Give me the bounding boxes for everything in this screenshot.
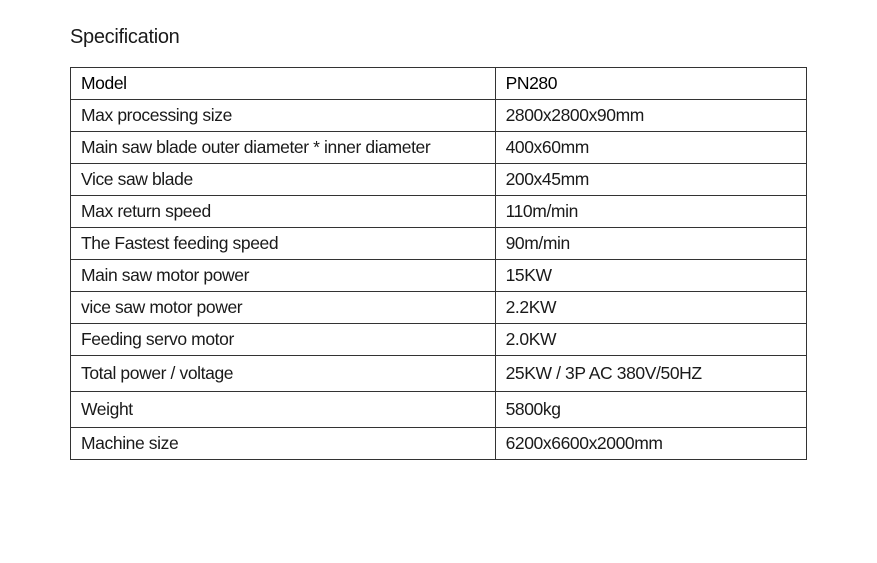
table-header-row <box>71 68 807 100</box>
spec-value: 90m/min <box>495 228 806 260</box>
table-row <box>71 100 807 132</box>
table-row <box>71 132 807 164</box>
table-row <box>71 392 807 428</box>
spec-label: Feeding servo motor <box>71 324 496 356</box>
table-row <box>71 356 807 392</box>
specification-table <box>70 67 807 460</box>
spec-label: Max return speed <box>71 196 496 228</box>
spec-value: 200x45mm <box>495 164 806 196</box>
spec-value: 2.2KW <box>495 292 806 324</box>
spec-label: Max processing size <box>71 100 496 132</box>
table-row <box>71 428 807 460</box>
spec-value: 5800kg <box>495 392 806 428</box>
header-cell-model-value: PN280 <box>495 68 806 100</box>
spec-value: 6200x6600x2000mm <box>495 428 806 460</box>
spec-label: Machine size <box>71 428 496 460</box>
table-row <box>71 196 807 228</box>
table-row <box>71 164 807 196</box>
spec-value: 400x60mm <box>495 132 806 164</box>
spec-value: 15KW <box>495 260 806 292</box>
spec-value: 25KW / 3P AC 380V/50HZ <box>495 356 806 392</box>
table-row <box>71 324 807 356</box>
page-title: Specification <box>70 26 180 48</box>
table-row <box>71 260 807 292</box>
table-row <box>71 228 807 260</box>
spec-value: 2.0KW <box>495 324 806 356</box>
spec-value: 110m/min <box>495 196 806 228</box>
spec-value: 2800x2800x90mm <box>495 100 806 132</box>
spec-label: Total power / voltage <box>71 356 496 392</box>
spec-label: Vice saw blade <box>71 164 496 196</box>
spec-label: Main saw motor power <box>71 260 496 292</box>
header-cell-model: Model <box>71 68 496 100</box>
spec-label: The Fastest feeding speed <box>71 228 496 260</box>
spec-label: vice saw motor power <box>71 292 496 324</box>
table-row <box>71 292 807 324</box>
spec-label: Weight <box>71 392 496 428</box>
spec-label: Main saw blade outer diameter * inner diameter <box>71 132 496 164</box>
